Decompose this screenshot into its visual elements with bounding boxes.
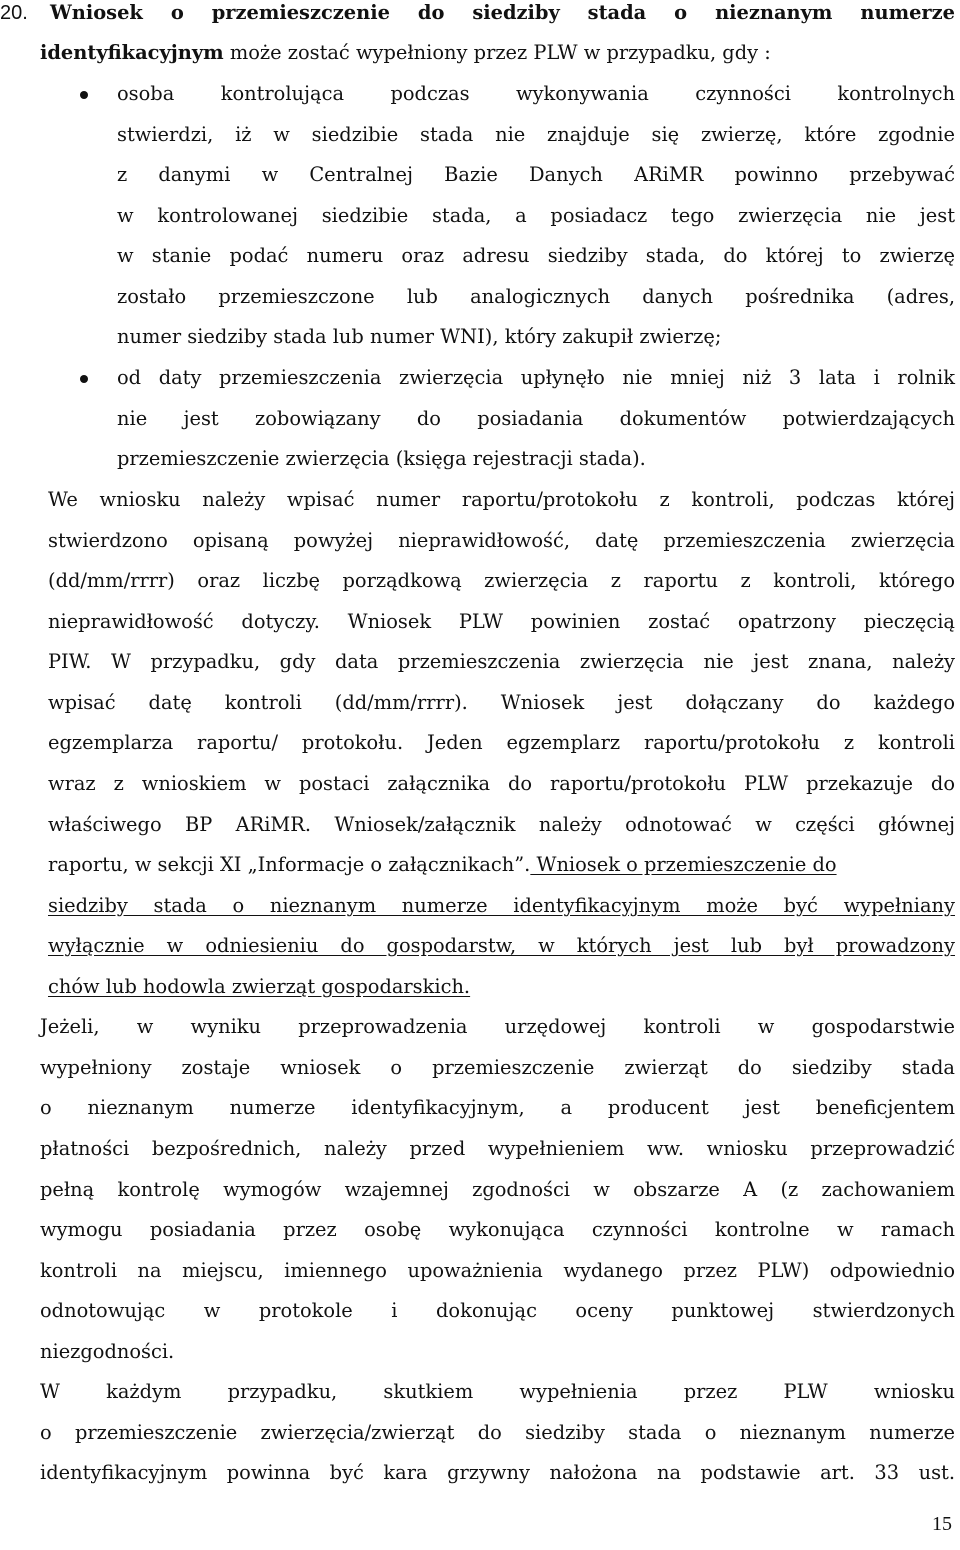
- para3-line: identyfikacyjnym powinna być kara grzywny nałożona na podstawie art. 33 ust.: [40, 1461, 955, 1484]
- bullet1-line: numer siedziby stada lub numer WNI), który zakupił zwierzę;: [117, 325, 722, 348]
- para1-line: egzemplarza raportu/ protokołu. Jeden egzemplarz raportu/protokołu z kontroli: [48, 731, 955, 754]
- para3-line: W każdym przypadku, skutkiem wypełnienia przez PLW wniosku: [40, 1380, 955, 1403]
- bullet2-line: przemieszczenie zwierzęcia (księga rejestracji stada).: [117, 447, 646, 470]
- para2-line: pełną kontrolę wymogów wzajemnej zgodności w obszarze A (z zachowaniem: [40, 1178, 955, 1201]
- para1-underlined-start: Wniosek o przemieszczenie do: [530, 853, 837, 876]
- bullet1-line: w stanie podać numeru oraz adresu siedziby stada, do której to zwierzę: [117, 244, 955, 267]
- para2-line: wypełniony zostaje wniosek o przemieszczenie zwierząt do siedziby stada: [40, 1056, 955, 1079]
- para1-line: We wniosku należy wpisać numer raportu/protokołu z kontroli, podczas której: [48, 488, 955, 511]
- bullet2-line: nie jest zobowiązany do posiadania dokumentów potwierdzających: [117, 407, 955, 430]
- bullet1-line: w kontrolowanej siedzibie stada, a posiadacz tego zwierzęcia nie jest: [117, 204, 955, 227]
- bullet1-line: osoba kontrolująca podczas wykonywania czynności kontrolnych: [117, 82, 955, 105]
- para1-line: właściwego BP ARiMR. Wniosek/załącznik należy odnotować w części głównej: [48, 813, 955, 836]
- bullet2-line: od daty przemieszczenia zwierzęcia upłynęło nie mniej niż 3 lata i rolnik: [117, 366, 955, 389]
- heading-rest: może zostać wypełniony przez PLW w przypadku, gdy :: [223, 41, 771, 64]
- para2-line: niezgodności.: [40, 1340, 175, 1363]
- para1-line: PIW. W przypadku, gdy data przemieszczenia zwierzęcia nie jest znana, należy: [48, 650, 955, 673]
- para1-underlined-line: siedziby stada o nieznanym numerze identyfikacyjnym może być wypełniany: [48, 894, 955, 917]
- bullet1-line: stwierdzi, iż w siedzibie stada nie znajduje się zwierzę, które zgodnie: [117, 123, 955, 146]
- para2-line: wymogu posiadania przez osobę wykonująca czynności kontrolne w ramach: [40, 1218, 955, 1241]
- page-number: 15: [932, 1513, 952, 1535]
- bullet1-line: zostało przemieszczone lub analogicznych danych pośrednika (adres,: [117, 285, 955, 308]
- item-number: 20.: [0, 2, 28, 24]
- para1-line: (dd/mm/rrrr) oraz liczbę porządkową zwierzęcia z raportu z kontroli, którego: [48, 569, 955, 592]
- para1-underlined-line: wyłącznie w odniesieniu do gospodarstw, w których jest lub był prowadzony: [48, 934, 955, 957]
- para1-underlined-line: chów lub hodowla zwierząt gospodarskich.: [48, 975, 471, 998]
- para2-line: kontroli na miejscu, imiennego upoważnienia wydanego przez PLW) odpowiednio: [40, 1259, 955, 1282]
- para2-line: o nieznanym numerze identyfikacyjnym, a producent jest beneficjentem: [40, 1096, 955, 1119]
- para2-line: płatności bezpośrednich, należy przed wypełnieniem ww. wniosku przeprowadzić: [40, 1137, 955, 1160]
- bullet-dot: [80, 375, 88, 383]
- heading-line-1: Wniosek o przemieszczenie do siedziby stada o nieznanym numerze: [50, 1, 955, 24]
- bullet-dot: [80, 91, 88, 99]
- para1-plain: raportu, w sekcji XI „Informacje o załącznikach”.: [48, 853, 531, 876]
- para1-line: wpisać datę kontroli (dd/mm/rrrr). Wniosek jest dołączany do każdego: [48, 691, 955, 714]
- bullet1-line: z danymi w Centralnej Bazie Danych ARiMR powinno przebywać: [117, 163, 955, 186]
- para2-line: Jeżeli, w wyniku przeprowadzenia urzędowej kontroli w gospodarstwie: [40, 1015, 955, 1038]
- para1-line-mixed: [48, 854, 837, 876]
- para3-line: o przemieszczenie zwierzęcia/zwierząt do siedziby stada o nieznanym numerze: [40, 1421, 955, 1444]
- para1-line: wraz z wnioskiem w postaci załącznika do raportu/protokołu PLW przekazuje do: [48, 772, 955, 795]
- para1-line: nieprawidłowość dotyczy. Wniosek PLW powinien zostać opatrzony pieczęcią: [48, 610, 955, 633]
- para2-line: odnotowując w protokole i dokonując oceny punktowej stwierdzonych: [40, 1299, 955, 1322]
- para1-line: stwierdzono opisaną powyżej nieprawidłowość, datę przemieszczenia zwierzęcia: [48, 529, 955, 552]
- heading-bold-continued: identyfikacyjnym: [40, 41, 224, 64]
- heading-line-2: [40, 42, 771, 64]
